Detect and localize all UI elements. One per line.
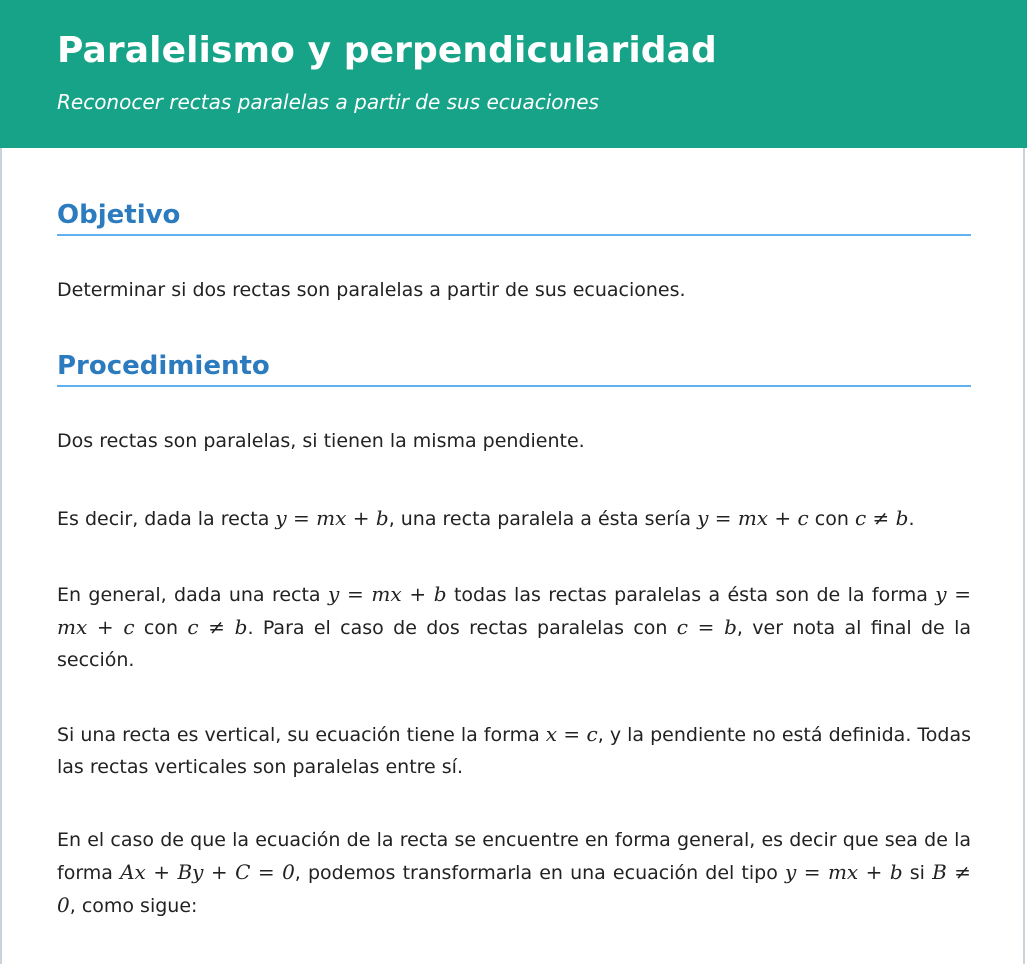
math-expression: Ax + By + C = 0 — [120, 860, 295, 884]
text-fragment: Si una recta es vertical, su ecuación tiene la forma — [57, 724, 546, 746]
section-heading-procedimiento: Procedimiento — [57, 351, 971, 387]
procedimiento-paragraph-4 — [57, 718, 971, 783]
math-expression: y = mx + c — [57, 582, 972, 639]
procedimiento-paragraph-2 — [57, 502, 971, 535]
math-expression: B ≠ 0 — [57, 860, 971, 917]
math-expression: y = mx + c — [697, 506, 809, 530]
text-fragment: con — [134, 617, 188, 639]
text-fragment: con — [808, 508, 855, 530]
text-fragment: , podemos transformarla en una ecuación del tipo — [294, 862, 785, 884]
text-fragment: , una recta paralela a ésta sería — [388, 508, 698, 530]
procedimiento-paragraph-3 — [57, 578, 971, 676]
text-fragment: . Para el caso de dos rectas paralelas con — [247, 617, 677, 639]
text-fragment: si — [902, 862, 933, 884]
procedimiento-paragraph-5 — [57, 824, 971, 922]
text-fragment: todas las rectas paralelas a ésta son de la forma — [446, 584, 936, 606]
math-expression: x = c — [545, 722, 598, 746]
page-title: Paralelismo y perpendicularidad — [57, 30, 717, 71]
math-expression: c = b — [676, 615, 737, 639]
math-expression: y = mx + b — [327, 582, 447, 606]
text-fragment: Es decir, dada la recta — [57, 508, 276, 530]
text-fragment: , y la pendiente no está definida. Todas las rectas verticales son paralelas entre sí. — [57, 724, 972, 778]
objetivo-text: Determinar si dos rectas son paralelas a partir de sus ecuaciones. — [57, 279, 686, 301]
page-header — [0, 0, 1027, 148]
text-fragment: En el caso de que la ecuación de la recta se encuentre en forma general, es decir que sea de la forma — [57, 829, 971, 884]
text-fragment: En general, dada una recta — [57, 584, 328, 606]
math-expression: y = mx + b — [784, 860, 903, 884]
page-subtitle: Reconocer rectas paralelas a partir de sus ecuaciones — [57, 90, 599, 114]
math-expression: c ≠ b — [854, 506, 909, 530]
procedimiento-paragraph-1: Dos rectas son paralelas, si tienen la misma pendiente. — [57, 430, 585, 452]
text-fragment: , como sigue: — [69, 895, 198, 917]
math-expression: c ≠ b — [187, 615, 248, 639]
math-expression: y = mx + b — [275, 506, 389, 530]
text-fragment: . — [908, 508, 915, 530]
section-heading-objetivo: Objetivo — [57, 200, 971, 236]
text-fragment: , ver nota al final de la sección. — [57, 617, 972, 671]
